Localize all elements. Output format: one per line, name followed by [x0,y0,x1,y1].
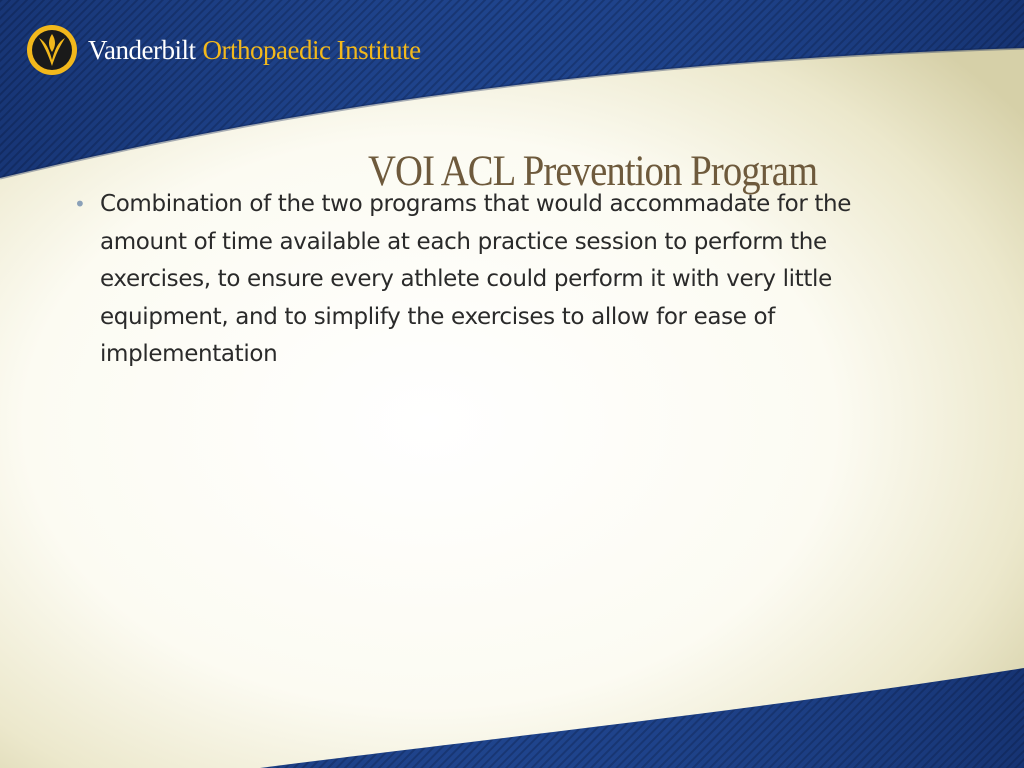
bullet-list [72,186,882,374]
logo-word-orthopaedic-institute: Orthopaedic Institute [202,34,421,65]
logo-word-vanderbilt: Vanderbilt [88,34,196,65]
slide-title: VOI ACL Prevention Program [368,148,818,195]
bullet-item [72,186,882,374]
bullet-dot-icon: • [74,192,86,216]
bullet-text: Combination of the two programs that would accommadate for the amount of time available at each practice session to perform the exercises, to ensure every athlete could perform it with very little equipment, and to simplify the exercises to allow for ease of implementation [100,191,852,367]
vanderbilt-logo[interactable] [26,24,421,76]
vanderbilt-oak-leaf-logo-icon [26,24,78,76]
logo-wordmark [88,35,421,66]
